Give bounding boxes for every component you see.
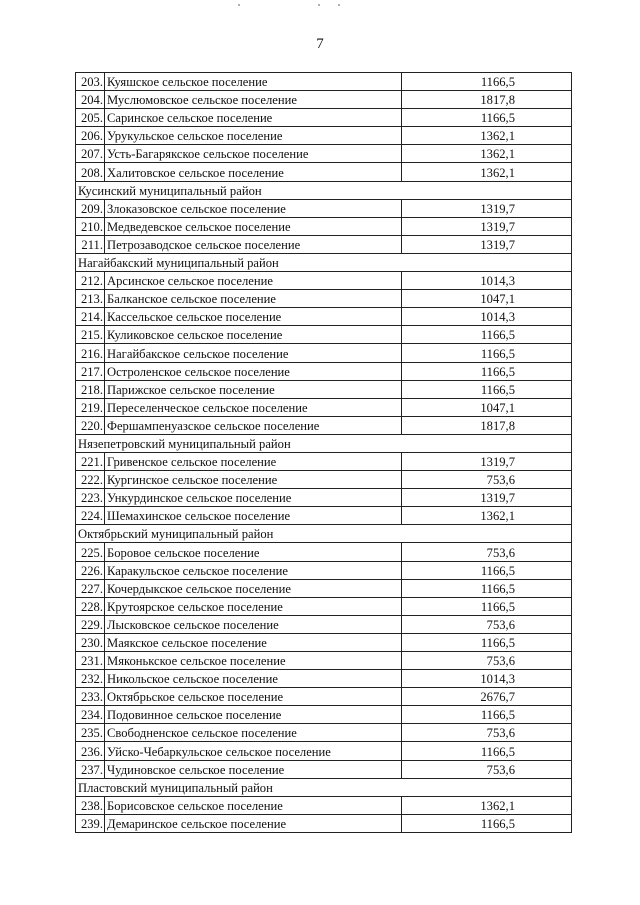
row-number: 215. <box>76 326 105 344</box>
settlement-name: Остроленское сельское поселение <box>105 362 402 380</box>
table-row <box>76 633 572 651</box>
row-number: 220. <box>76 416 105 434</box>
settlement-value: 753,6 <box>402 760 572 778</box>
table-row <box>76 91 572 109</box>
settlement-value: 1319,7 <box>402 452 572 470</box>
settlement-value: 1166,5 <box>402 742 572 760</box>
settlement-name: Шемахинское сельское поселение <box>105 507 402 525</box>
table-row <box>76 597 572 615</box>
table-row <box>76 73 572 91</box>
row-number: 223. <box>76 489 105 507</box>
row-number: 213. <box>76 290 105 308</box>
settlement-value: 1166,5 <box>402 326 572 344</box>
settlement-value: 1362,1 <box>402 507 572 525</box>
district-header-row <box>76 181 572 199</box>
settlement-value: 1047,1 <box>402 290 572 308</box>
district-header-row <box>76 778 572 796</box>
table-row <box>76 452 572 470</box>
table-row <box>76 199 572 217</box>
settlement-value: 1319,7 <box>402 199 572 217</box>
row-number: 216. <box>76 344 105 362</box>
settlement-name: Медведевское сельское поселение <box>105 217 402 235</box>
settlement-value: 753,6 <box>402 652 572 670</box>
row-number: 208. <box>76 163 105 181</box>
settlement-value: 1166,5 <box>402 633 572 651</box>
row-number: 229. <box>76 615 105 633</box>
row-number: 218. <box>76 380 105 398</box>
settlement-name: Лысковское сельское поселение <box>105 615 402 633</box>
table-row <box>76 579 572 597</box>
scan-marks <box>238 4 348 12</box>
settlement-name: Урукульское сельское поселение <box>105 127 402 145</box>
settlement-name: Никольское сельское поселение <box>105 670 402 688</box>
settlement-value: 1817,8 <box>402 416 572 434</box>
settlement-name: Чудиновское сельское поселение <box>105 760 402 778</box>
settlement-value: 1047,1 <box>402 398 572 416</box>
district-header-row <box>76 525 572 543</box>
row-number: 239. <box>76 814 105 832</box>
settlement-value: 753,6 <box>402 615 572 633</box>
table-row <box>76 362 572 380</box>
settlement-name: Уйско-Чебаркульское сельское поселение <box>105 742 402 760</box>
table-row <box>76 760 572 778</box>
settlement-value: 1166,5 <box>402 109 572 127</box>
row-number: 225. <box>76 543 105 561</box>
table-row <box>76 127 572 145</box>
row-number: 217. <box>76 362 105 380</box>
settlement-name: Кассельское сельское поселение <box>105 308 402 326</box>
table-row <box>76 235 572 253</box>
settlement-name: Переселенческое сельское поселение <box>105 398 402 416</box>
district-header-row <box>76 434 572 452</box>
row-number: 224. <box>76 507 105 525</box>
page-number: 7 <box>316 36 324 52</box>
table-row <box>76 724 572 742</box>
settlement-name: Нагайбакское сельское поселение <box>105 344 402 362</box>
settlement-name: Кочердыкское сельское поселение <box>105 579 402 597</box>
row-number: 207. <box>76 145 105 163</box>
row-number: 210. <box>76 217 105 235</box>
settlements-table <box>75 72 572 833</box>
table-row <box>76 814 572 832</box>
settlement-name: Куликовское сельское поселение <box>105 326 402 344</box>
settlement-name: Арсинское сельское поселение <box>105 272 402 290</box>
table-row <box>76 344 572 362</box>
row-number: 228. <box>76 597 105 615</box>
settlement-value: 1166,5 <box>402 706 572 724</box>
district-name: Нагайбакский муниципальный район <box>76 253 572 271</box>
row-number: 206. <box>76 127 105 145</box>
settlement-value: 1166,5 <box>402 561 572 579</box>
district-name: Кусинский муниципальный район <box>76 181 572 199</box>
settlement-name: Боровое сельское поселение <box>105 543 402 561</box>
table-row <box>76 543 572 561</box>
settlement-name: Фершампенуазское сельское поселение <box>105 416 402 434</box>
settlement-value: 1362,1 <box>402 145 572 163</box>
table-row <box>76 290 572 308</box>
row-number: 221. <box>76 452 105 470</box>
row-number: 232. <box>76 670 105 688</box>
settlement-name: Балканское сельское поселение <box>105 290 402 308</box>
row-number: 226. <box>76 561 105 579</box>
row-number: 203. <box>76 73 105 91</box>
table-row <box>76 507 572 525</box>
settlement-value: 1166,5 <box>402 73 572 91</box>
settlement-name: Усть-Багарякское сельское поселение <box>105 145 402 163</box>
table-body <box>76 73 572 833</box>
settlement-value: 1319,7 <box>402 235 572 253</box>
row-number: 227. <box>76 579 105 597</box>
settlement-name: Октябрьское сельское поселение <box>105 688 402 706</box>
settlement-name: Парижское сельское поселение <box>105 380 402 398</box>
settlement-name: Мяконькское сельское поселение <box>105 652 402 670</box>
settlement-value: 1166,5 <box>402 362 572 380</box>
settlement-value: 753,6 <box>402 724 572 742</box>
table-row <box>76 163 572 181</box>
settlement-name: Муслюмовское сельское поселение <box>105 91 402 109</box>
table-row <box>76 652 572 670</box>
table-row <box>76 742 572 760</box>
settlement-value: 1319,7 <box>402 489 572 507</box>
table-row <box>76 145 572 163</box>
table-row <box>76 217 572 235</box>
settlement-value: 753,6 <box>402 471 572 489</box>
settlement-name: Гривенское сельское поселение <box>105 452 402 470</box>
settlement-name: Крутоярское сельское поселение <box>105 597 402 615</box>
settlement-value: 1166,5 <box>402 579 572 597</box>
table-row <box>76 489 572 507</box>
settlement-name: Свободненское сельское поселение <box>105 724 402 742</box>
settlement-value: 1014,3 <box>402 670 572 688</box>
settlement-value: 1362,1 <box>402 796 572 814</box>
table-row <box>76 796 572 814</box>
row-number: 230. <box>76 633 105 651</box>
table-row <box>76 109 572 127</box>
table-row <box>76 670 572 688</box>
row-number: 236. <box>76 742 105 760</box>
settlement-value: 1014,3 <box>402 272 572 290</box>
district-name: Нязепетровский муниципальный район <box>76 434 572 452</box>
row-number: 233. <box>76 688 105 706</box>
table-row <box>76 380 572 398</box>
table-row <box>76 706 572 724</box>
settlement-name: Кургинское сельское поселение <box>105 471 402 489</box>
settlement-name: Саринское сельское поселение <box>105 109 402 127</box>
district-header-row <box>76 253 572 271</box>
table-row <box>76 416 572 434</box>
row-number: 204. <box>76 91 105 109</box>
settlement-value: 1166,5 <box>402 344 572 362</box>
settlement-value: 1166,5 <box>402 597 572 615</box>
row-number: 211. <box>76 235 105 253</box>
row-number: 205. <box>76 109 105 127</box>
settlement-value: 1362,1 <box>402 127 572 145</box>
settlement-value: 1319,7 <box>402 217 572 235</box>
table-row <box>76 561 572 579</box>
table-row <box>76 326 572 344</box>
row-number: 212. <box>76 272 105 290</box>
settlement-name: Злоказовское сельское поселение <box>105 199 402 217</box>
settlement-name: Маякское сельское поселение <box>105 633 402 651</box>
row-number: 222. <box>76 471 105 489</box>
settlement-value: 1362,1 <box>402 163 572 181</box>
settlement-name: Ункурдинское сельское поселение <box>105 489 402 507</box>
table-row <box>76 688 572 706</box>
table-row <box>76 272 572 290</box>
settlement-value: 1166,5 <box>402 814 572 832</box>
table-row <box>76 308 572 326</box>
settlement-name: Каракульское сельское поселение <box>105 561 402 579</box>
settlement-value: 1817,8 <box>402 91 572 109</box>
settlement-value: 2676,7 <box>402 688 572 706</box>
row-number: 234. <box>76 706 105 724</box>
row-number: 219. <box>76 398 105 416</box>
settlement-name: Демаринское сельское поселение <box>105 814 402 832</box>
row-number: 238. <box>76 796 105 814</box>
district-name: Пластовский муниципальный район <box>76 778 572 796</box>
settlement-name: Борисовское сельское поселение <box>105 796 402 814</box>
row-number: 237. <box>76 760 105 778</box>
row-number: 231. <box>76 652 105 670</box>
settlement-value: 753,6 <box>402 543 572 561</box>
row-number: 235. <box>76 724 105 742</box>
settlement-name: Петрозаводское сельское поселение <box>105 235 402 253</box>
settlement-name: Куяшское сельское поселение <box>105 73 402 91</box>
table-row <box>76 615 572 633</box>
settlement-name: Подовинное сельское поселение <box>105 706 402 724</box>
table-row <box>76 471 572 489</box>
district-name: Октябрьский муниципальный район <box>76 525 572 543</box>
settlement-value: 1166,5 <box>402 380 572 398</box>
row-number: 209. <box>76 199 105 217</box>
row-number: 214. <box>76 308 105 326</box>
table-row <box>76 398 572 416</box>
settlement-value: 1014,3 <box>402 308 572 326</box>
settlement-name: Халитовское сельское поселение <box>105 163 402 181</box>
